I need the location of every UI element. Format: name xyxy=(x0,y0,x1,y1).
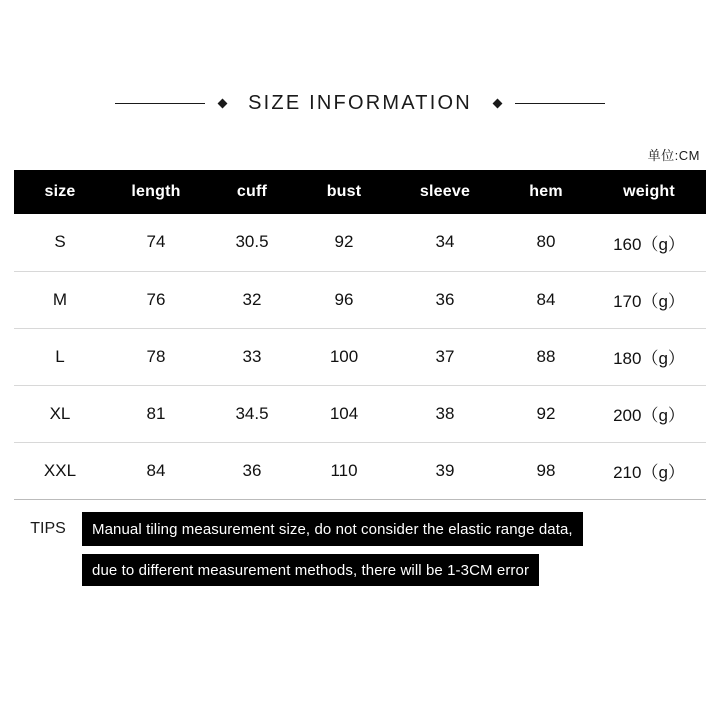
cell-sleeve: 38 xyxy=(435,403,455,423)
cell-cuff: 32 xyxy=(242,289,262,309)
cell-length: 74 xyxy=(146,232,166,252)
cell-size: M xyxy=(52,289,68,309)
cell-cuff: 36 xyxy=(242,460,262,480)
cell-length: 84 xyxy=(146,460,166,480)
table-header-row xyxy=(14,170,706,214)
column-header-hem: hem xyxy=(529,183,563,200)
tips-text-line-2: due to different measurement methods, there will be 1-3CM error xyxy=(82,554,539,586)
cell-weight: 200（g） xyxy=(613,406,685,425)
cell-cuff: 33 xyxy=(242,346,262,366)
cell-size: L xyxy=(55,346,65,366)
diamond-right-icon xyxy=(492,99,502,109)
column-header-sleeve: sleeve xyxy=(419,183,471,200)
tips-text-line-1: Manual tiling measurement size, do not consider the elastic range data, xyxy=(82,512,583,546)
cell-length: 78 xyxy=(146,346,166,366)
column-header-weight: weight xyxy=(623,183,675,200)
cell-length: 76 xyxy=(146,289,166,309)
cell-size: S xyxy=(54,232,66,252)
column-header-cuff: cuff xyxy=(236,183,268,200)
table-row xyxy=(14,385,706,442)
cell-hem: 98 xyxy=(536,460,556,480)
cell-bust: 110 xyxy=(330,460,358,480)
table-row xyxy=(14,328,706,385)
title-rule-left xyxy=(115,103,205,104)
cell-length: 81 xyxy=(146,403,166,423)
cell-hem: 80 xyxy=(536,232,556,252)
title-rule-right xyxy=(515,103,605,104)
cell-size: XL xyxy=(49,403,71,423)
cell-weight: 180（g） xyxy=(613,349,685,368)
tips-first-line xyxy=(14,512,706,546)
table-row xyxy=(14,214,706,271)
cell-cuff: 34.5 xyxy=(235,403,269,423)
cell-bust: 92 xyxy=(334,232,354,252)
cell-sleeve: 34 xyxy=(435,232,455,252)
cell-hem: 88 xyxy=(536,346,556,366)
column-header-length: length xyxy=(131,183,181,200)
table-body xyxy=(14,214,706,499)
cell-size: XXL xyxy=(43,460,77,480)
cell-bust: 100 xyxy=(329,346,359,366)
cell-weight: 210（g） xyxy=(613,463,685,482)
table-row xyxy=(14,442,706,499)
cell-weight: 160（g） xyxy=(613,234,685,254)
tips-block xyxy=(14,512,706,586)
cell-cuff: 30.5 xyxy=(235,232,269,252)
cell-sleeve: 37 xyxy=(435,346,455,366)
tips-second-line xyxy=(14,554,706,586)
tips-label: TIPS xyxy=(14,512,82,546)
page-title-band xyxy=(0,92,720,115)
table-header xyxy=(14,170,706,214)
size-table xyxy=(14,170,706,500)
unit-note: 单位:CM xyxy=(647,148,700,163)
table-row xyxy=(14,271,706,328)
cell-hem: 92 xyxy=(536,403,556,423)
cell-sleeve: 39 xyxy=(435,460,455,480)
cell-hem: 84 xyxy=(536,289,556,309)
cell-weight: 170（g） xyxy=(613,292,685,311)
cell-sleeve: 36 xyxy=(435,289,455,309)
cell-bust: 104 xyxy=(329,403,359,423)
tips-spacer xyxy=(14,554,82,586)
column-header-size: size xyxy=(44,183,76,200)
cell-bust: 96 xyxy=(334,289,354,309)
column-header-bust: bust xyxy=(326,183,362,200)
page-title: SIZE INFORMATION xyxy=(248,92,472,114)
